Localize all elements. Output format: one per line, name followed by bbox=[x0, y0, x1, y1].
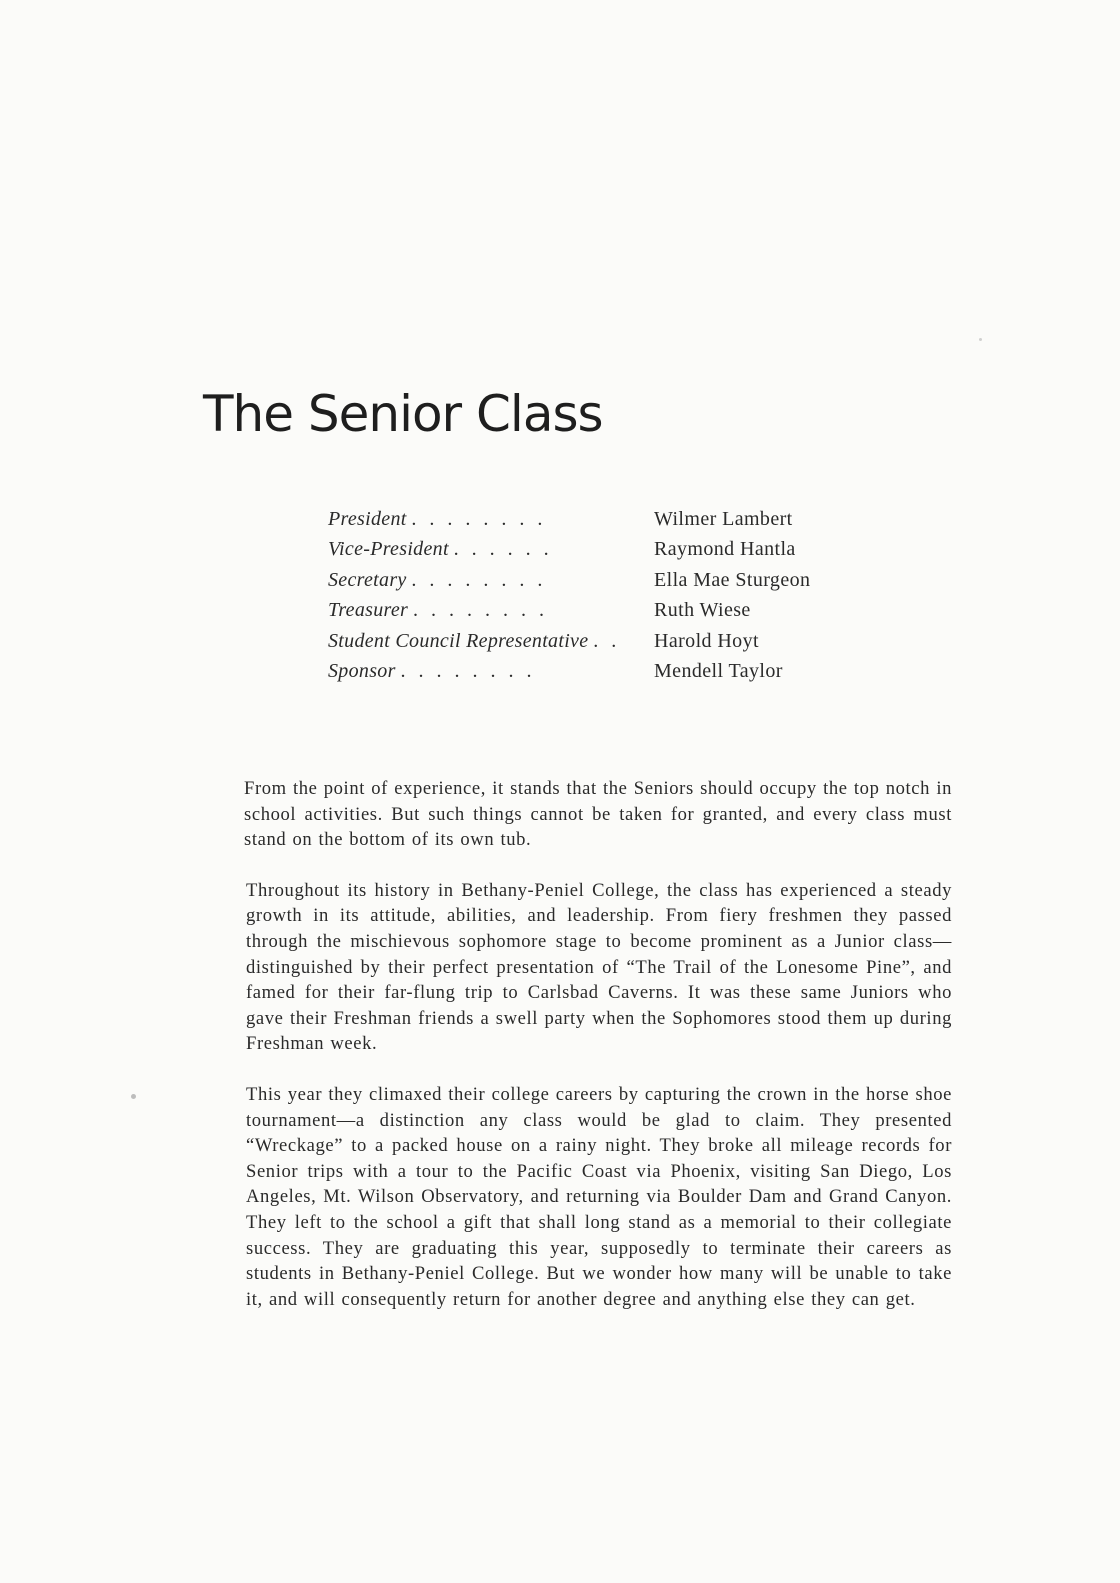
page-title: The Senior Class bbox=[203, 385, 603, 443]
officer-row-sponsor bbox=[328, 656, 783, 686]
officer-role bbox=[328, 565, 648, 595]
officer-name: Wilmer Lambert bbox=[654, 508, 793, 530]
leader-dots: . . . . . . . . bbox=[411, 568, 547, 591]
leader-dots: . . . . . . . . bbox=[411, 508, 547, 530]
officer-row-president bbox=[328, 504, 793, 534]
paper-speck bbox=[131, 1094, 136, 1099]
officer-role-label: Vice-President bbox=[328, 538, 449, 561]
body-paragraph: From the point of experience, it stands that the Seniors should occupy the top notch in school activities. But such things cannot be taken for granted, and every class must stand on the bottom of its own tub. bbox=[244, 778, 952, 851]
leader-dots: . . . . . . . . bbox=[400, 659, 536, 682]
officer-row-student-council bbox=[328, 626, 759, 656]
officer-role bbox=[328, 595, 648, 625]
officer-role bbox=[328, 656, 648, 686]
officer-row-secretary bbox=[328, 565, 811, 595]
officer-role-label: Secretary bbox=[328, 568, 407, 591]
officer-name: Raymond Hantla bbox=[654, 538, 796, 561]
officer-name: Ruth Wiese bbox=[654, 599, 751, 622]
leader-dots: . . . . . . bbox=[454, 538, 554, 561]
leader-dots: . . bbox=[593, 629, 621, 652]
paper-speck bbox=[979, 338, 982, 341]
officer-role bbox=[328, 534, 648, 564]
officer-row-treasurer bbox=[328, 595, 751, 625]
officer-role bbox=[328, 504, 648, 534]
officer-name: Mendell Taylor bbox=[654, 659, 783, 682]
leader-dots: . . . . . . . . bbox=[413, 599, 549, 622]
officer-role bbox=[328, 626, 648, 656]
class-history-text bbox=[246, 776, 952, 1337]
body-paragraph: This year they climaxed their college careers by capturing the crown in the horse shoe tournament—a distinction any class would be glad to claim. They presented “Wreckage” to a packed house on a rainy night. They broke all mileage records for Senior trips with a tour to the Pacific Coast via Phoenix, visiting San Diego, Los Angeles, Mt. Wilson Observatory, and returning via Boulder Dam and Grand Canyon. They left to the school a gift that shall long stand as a memorial to their collegiate success. They are graduating this year, supposedly to terminate their careers as students in Bethany-Peniel College. But we wonder how many will be unable to take it, and will consequently return for another degree and anything else they can get. bbox=[246, 1083, 952, 1310]
officer-name: Harold Hoyt bbox=[654, 629, 759, 652]
officer-role-label: Student Council Representative bbox=[328, 629, 589, 652]
officers-list bbox=[328, 504, 811, 686]
officer-role-label: Treasurer bbox=[328, 599, 409, 622]
officer-name: Ella Mae Sturgeon bbox=[654, 568, 811, 591]
officer-role-label: President bbox=[328, 508, 407, 530]
officer-role-label: Sponsor bbox=[328, 659, 396, 682]
body-paragraph: Throughout its history in Bethany-Peniel College, the class has experienced a steady growth in its attitude, abilities, and leadership. From fiery freshmen they passed through the mischievous sophomore stage to become prominent as a Junior class—distinguished by their perfect presentation of “The Trail of the Lonesome Pine”, and famed for their far-flung trip to Carlsbad Caverns. It was these same Juniors who gave their Freshman friends a swell party when the Sophomores stood them up during Freshman week. bbox=[246, 879, 952, 1055]
officer-row-vice-president bbox=[328, 534, 796, 564]
